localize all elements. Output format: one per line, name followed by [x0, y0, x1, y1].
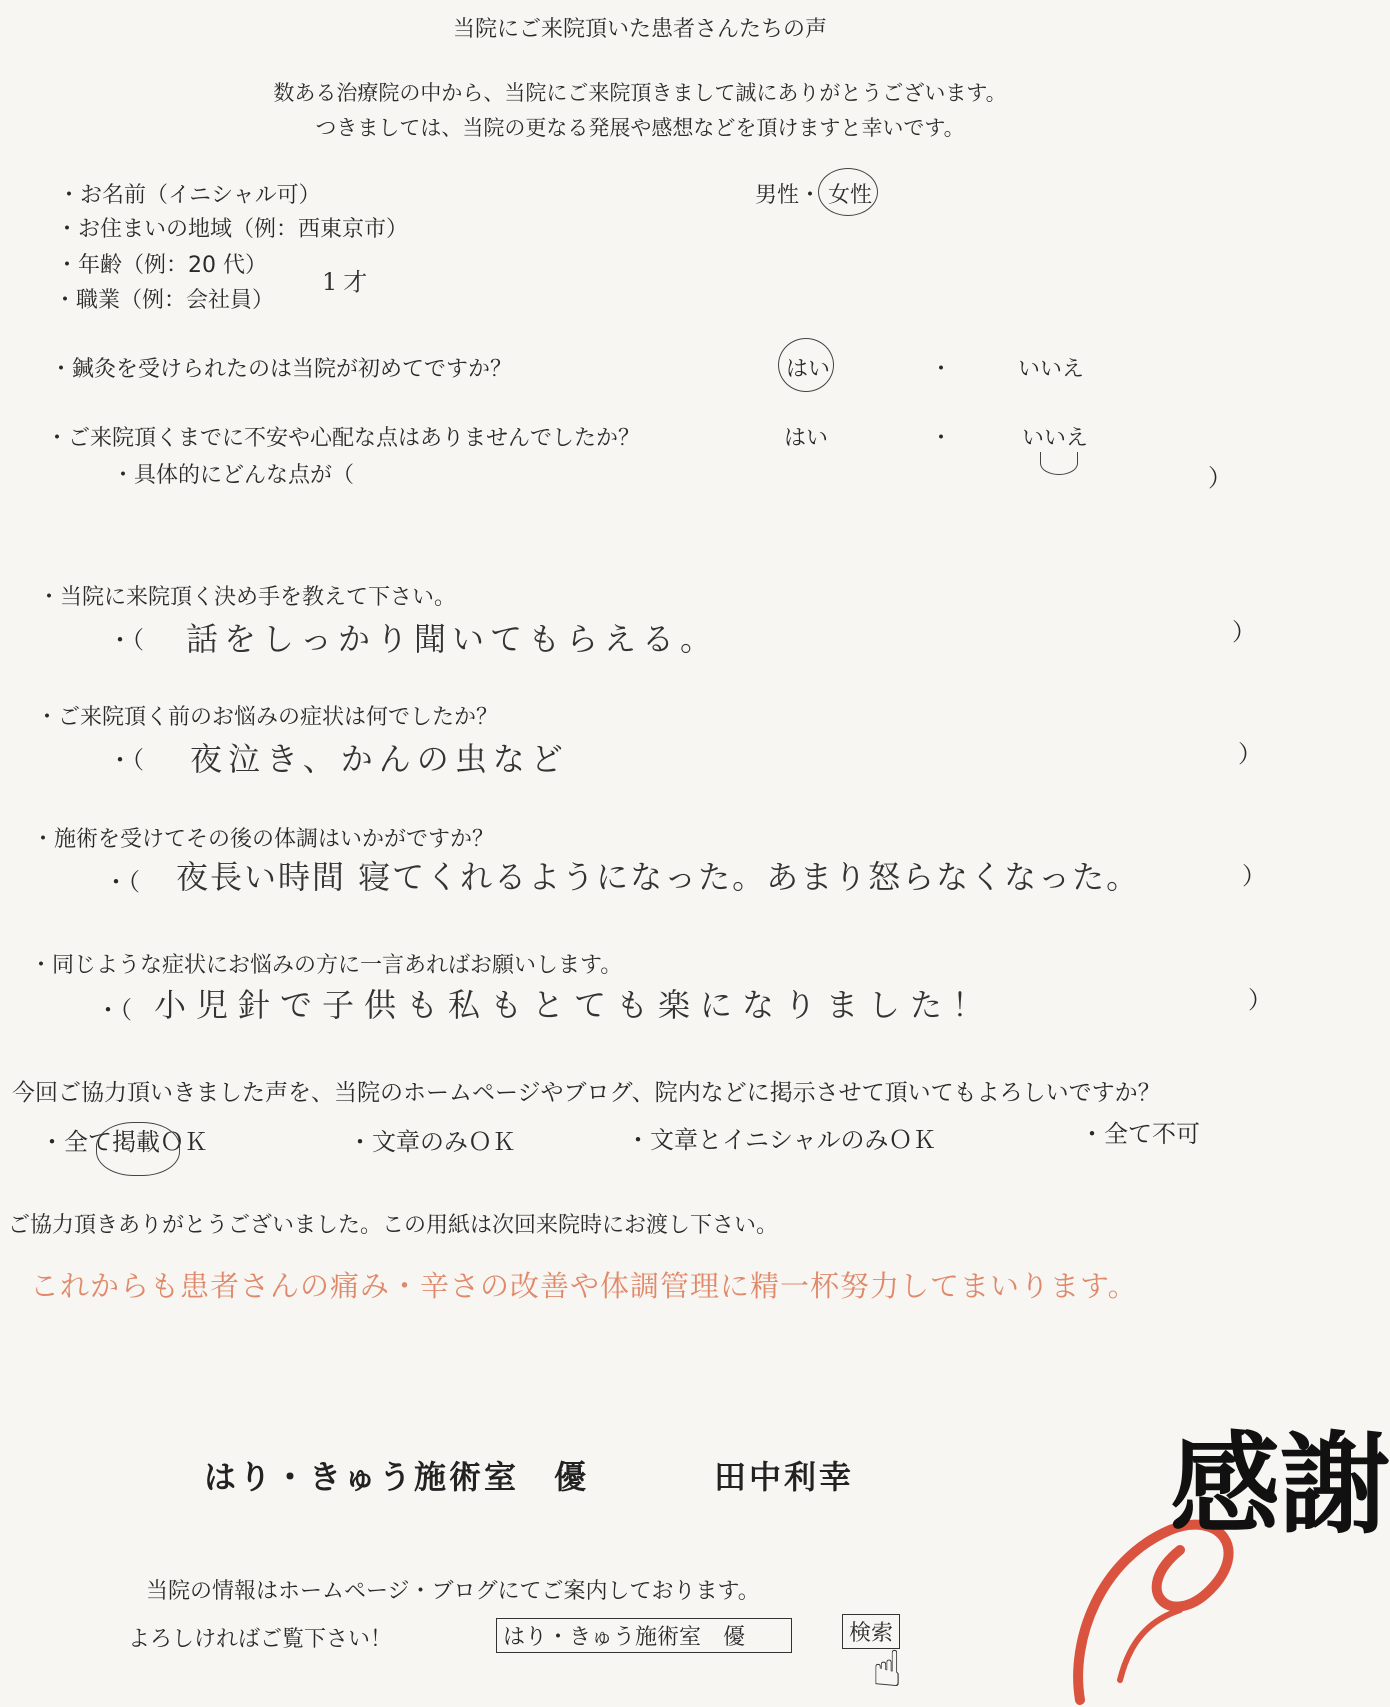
gender-selection-circle: [818, 168, 878, 216]
search-button: 検索: [842, 1614, 900, 1649]
area-label: ・お住まいの地域（例：西東京市）: [56, 217, 409, 242]
job-label: ・職業（例：会社員）: [54, 288, 275, 313]
q5-answer: 夜長い時間 寝てくれるようになった。あまり怒らなくなった。: [176, 858, 1141, 896]
practitioner-name: 田中利幸: [714, 1458, 855, 1496]
page-title: 当院にご来院頂いた患者さんたちの声: [452, 17, 827, 42]
q1-dot: ・: [930, 357, 953, 382]
hand-cursor-icon: ☝: [872, 1640, 903, 1698]
q1-no: いいえ: [1018, 357, 1085, 382]
q4-close: ）: [1238, 740, 1262, 768]
calligraphy-text: 感謝: [1170, 1420, 1390, 1549]
q5-text: ・施術を受けてその後の体調はいかがですか？: [32, 827, 495, 852]
q1-answer-circle: [778, 338, 834, 392]
age-label: ・年齢（例：20 代）: [56, 253, 267, 278]
intro-line-1: 数ある治療院の中から、当院にご来院頂きまして誠にありがとうございます。: [273, 81, 1007, 105]
consent-option-all: ・全て掲載ＯＫ: [40, 1128, 208, 1156]
q1-yes: はい: [786, 357, 831, 382]
q2-text: ・ご来院頂くまでに不安や心配な点はありませんでしたか？: [46, 426, 641, 451]
q2-dot: ・: [930, 426, 953, 451]
info-line-1: 当院の情報はホームページ・ブログにてご案内しております。: [146, 1579, 760, 1604]
consent-option-none: ・全て不可: [1080, 1120, 1200, 1148]
q6-answer: 小児針で子供も私もとても楽になりました！: [154, 986, 995, 1024]
thanks-text: ご協力頂きありがとうございました。この用紙は次回来院時にお渡し下さい。: [8, 1213, 779, 1238]
q4-open: ・（: [108, 746, 144, 774]
q4-text: ・ご来院頂く前のお悩みの症状は何でしたか？: [36, 705, 499, 730]
q3-text: ・当院に来院頂く決め手を教えて下さい。: [38, 585, 457, 610]
name-label: ・お名前（イニシャル可）: [58, 183, 321, 208]
consent-selection-circle: [96, 1122, 180, 1176]
consent-option-text-initial: ・文章とイニシャルのみＯＫ: [626, 1126, 937, 1154]
q6-open: ・（: [96, 996, 132, 1024]
info-line-2: よろしければご覧下さい！: [128, 1627, 393, 1652]
q6-text: ・同じような症状にお悩みの方に一言あればお願いします。: [30, 953, 623, 978]
q3-answer: 話をしっかり聞いてもらえる。: [186, 620, 719, 658]
search-box: はり・きゅう施術室 優: [496, 1618, 792, 1653]
age-value: 1才: [322, 268, 374, 296]
consent-question: 今回ご協力頂いきました声を、当院のホームページやブログ、院内などに掲示させて頂いてもよろしいですか？: [12, 1080, 1161, 1106]
intro-line-2: つきましては、当院の更なる発展や感想などを頂けますと幸いです。: [315, 116, 965, 140]
q6-close: ）: [1248, 986, 1272, 1014]
q3-close: ）: [1232, 618, 1256, 646]
q2-yes: はい: [784, 426, 829, 451]
consent-option-text-only: ・文章のみＯＫ: [348, 1128, 516, 1156]
q1-text: ・鍼灸を受けられたのは当院が初めてですか？: [50, 357, 513, 382]
closing-message: これからも患者さんの痛み・辛さの改善や体調管理に精一杯努力してまいります。: [30, 1269, 1138, 1303]
q3-open: ・（: [108, 626, 144, 654]
q2-answer-mark: [1040, 452, 1078, 475]
q5-close: ）: [1242, 862, 1266, 890]
clinic-name: はり・きゅう施術室 優: [204, 1458, 590, 1496]
gender-female: 女性: [828, 183, 873, 208]
q2-no: いいえ: [1022, 426, 1089, 451]
gender-male: 男性・: [755, 183, 822, 208]
q5-open: ・（: [104, 868, 140, 896]
q2-sub-close: ）: [1208, 464, 1232, 492]
q4-answer: 夜泣き、かんの虫など: [190, 740, 569, 778]
q2-sub: ・具体的にどんな点が（: [112, 463, 355, 488]
